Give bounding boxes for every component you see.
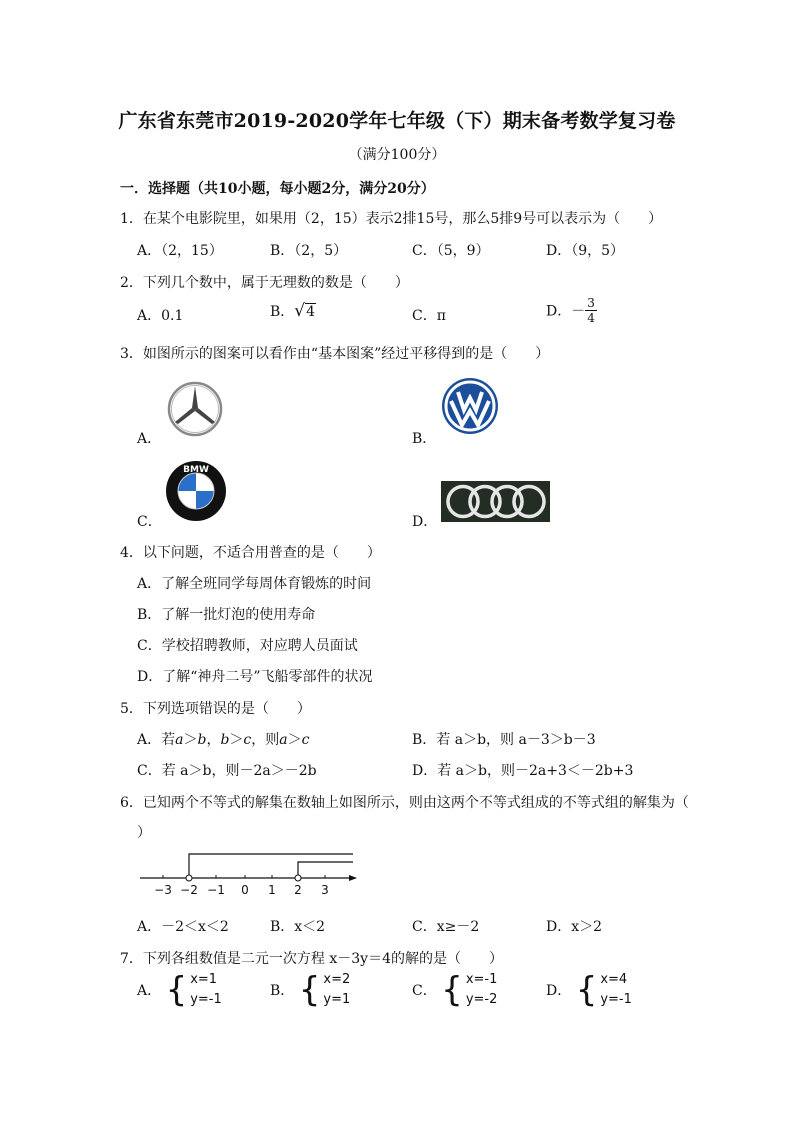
q7-a-label: A． xyxy=(137,983,162,999)
page-subtitle: （满分100分） xyxy=(348,147,446,163)
audi-logo-image xyxy=(441,481,550,522)
q3-stem: 3．如图所示的图案可以看作由“基本图案”经过平移得到的是（ ） xyxy=(120,346,550,362)
q1-stem: 1．在某个电影院里，如果用（2，15）表示2排15号，那么5排9号可以表示为（ ） xyxy=(120,211,663,227)
q7-b-label: B． xyxy=(270,983,295,999)
q4-option-c: C．学校招聘教师，对应聘人员面试 xyxy=(137,638,358,654)
tick-label: −1 xyxy=(207,883,225,897)
tick-label: 1 xyxy=(268,883,276,897)
var-c: c xyxy=(301,732,310,748)
brace-icon: { xyxy=(441,970,463,1010)
brace-icon: { xyxy=(298,970,321,1010)
q7-stem: 7．下列各组数值是二元一次方程 x－3y＝4的解的是（ ） xyxy=(120,951,503,967)
bmw-logo-image xyxy=(165,460,227,522)
section-heading: 一．选择题（共10小题，每小题2分，满分20分） xyxy=(120,181,435,197)
sqrt-radicand: 4 xyxy=(306,304,316,320)
equation-x: x=1 xyxy=(190,972,218,987)
tick-label: 3 xyxy=(321,883,329,897)
q6-option-b: B．x＜2 xyxy=(270,919,326,935)
q7-d-label: D． xyxy=(546,983,572,999)
number-line-figure xyxy=(135,848,365,898)
q5-a-then: ，则 xyxy=(251,732,280,748)
q2-option-a: A．0.1 xyxy=(137,308,184,324)
equation-x: x=2 xyxy=(323,972,351,987)
var-b: b xyxy=(197,732,207,748)
q1-option-b: B．（2，5） xyxy=(270,243,348,259)
equation-y: y=1 xyxy=(323,992,351,1007)
q1-option-d: D．（9，5） xyxy=(546,243,625,259)
q5-option-a: A．若a＞b，b＞c，则a＞c xyxy=(137,732,310,748)
open-point xyxy=(186,875,192,881)
equation-system xyxy=(166,970,222,1010)
q6-stem-line2: ） xyxy=(137,825,151,841)
q1-option-c: C．（5，9） xyxy=(412,243,490,259)
brace-icon: { xyxy=(575,970,598,1010)
volkswagen-logo-image xyxy=(441,377,499,435)
q7-option-d xyxy=(546,970,632,1010)
fraction-denominator: 4 xyxy=(587,311,595,325)
bmw-logo-text: BMW xyxy=(183,465,209,475)
tick-label: 0 xyxy=(241,883,249,897)
minus-sign: － xyxy=(571,303,586,320)
equation-system xyxy=(441,970,497,1010)
q4-option-b: B．了解一批灯泡的使用寿命 xyxy=(137,607,316,623)
q3-option-c: C． xyxy=(137,514,162,530)
equation-x: x=4 xyxy=(600,972,628,987)
equation-system xyxy=(576,970,632,1010)
equation-x: x=-1 xyxy=(465,972,498,987)
q4-stem: 4．以下问题，不适合用普查的是（ ） xyxy=(120,545,381,561)
var-a: a xyxy=(175,732,184,748)
q4-option-a: A．了解全班同学每周体育锻炼的时间 xyxy=(137,576,372,592)
fraction-numerator: 3 xyxy=(587,296,595,310)
q2-option-b xyxy=(270,301,316,321)
q1-option-a: A．（2，15） xyxy=(137,243,223,259)
q5-option-b: B．若 a＞b，则 a－3＞b－3 xyxy=(412,732,596,748)
var-b: b xyxy=(220,732,230,748)
var-a: a xyxy=(279,732,288,748)
var-c: c xyxy=(243,732,252,748)
q2-option-d xyxy=(546,296,597,325)
tick-label: 2 xyxy=(294,883,302,897)
sqrt-symbol: √ xyxy=(294,301,306,321)
fraction xyxy=(585,296,597,325)
q3-option-d: D． xyxy=(412,514,438,530)
q5-option-c: C．若 a＞b，则－2a＞－2b xyxy=(137,763,317,779)
equation-system xyxy=(299,970,351,1010)
equation-y: y=-2 xyxy=(465,992,498,1007)
q5-a-prefix: A．若 xyxy=(137,732,176,748)
q2-option-c: C．π xyxy=(412,308,446,324)
equation-y: y=-1 xyxy=(600,992,632,1007)
solution-set-1 xyxy=(189,854,353,878)
tick-label: −2 xyxy=(180,883,198,897)
tick-label: −3 xyxy=(154,883,172,897)
q6-option-c: C．x≥－2 xyxy=(412,919,480,935)
q7-option-a xyxy=(137,970,222,1010)
q3-option-a: A． xyxy=(137,431,162,447)
q4-option-d: D．了解“神舟二号”飞船零部件的状况 xyxy=(137,669,373,685)
q5-option-d: D．若 a＞b，则－2a+3＜－2b+3 xyxy=(412,763,634,779)
q2-stem: 2．下列几个数中，属于无理数的数是（ ） xyxy=(120,275,409,291)
axis-arrow xyxy=(349,875,357,881)
q5-stem: 5．下列选项错误的是（ ） xyxy=(120,701,311,717)
open-point xyxy=(295,875,301,881)
page-title: 广东省东莞市2019-2020学年七年级（下）期末备考数学复习卷 xyxy=(118,110,676,132)
q7-option-c xyxy=(412,970,497,1010)
q6-option-a: A．－2＜x＜2 xyxy=(137,919,229,935)
mercedes-logo-image xyxy=(166,380,224,438)
q6-stem-line1: 6．已知两个不等式的解集在数轴上如图所示，则由这两个不等式组成的不等式组的解集为（ xyxy=(120,795,689,811)
q7-c-label: C． xyxy=(412,983,437,999)
q3-option-b: B． xyxy=(412,431,437,447)
q7-option-b xyxy=(270,970,350,1010)
equation-y: y=-1 xyxy=(190,992,222,1007)
q2-option-d-label: D． xyxy=(546,303,572,320)
brace-icon: { xyxy=(165,970,188,1010)
q6-option-d: D．x＞2 xyxy=(546,919,603,935)
q2-option-b-label: B． xyxy=(270,304,295,320)
